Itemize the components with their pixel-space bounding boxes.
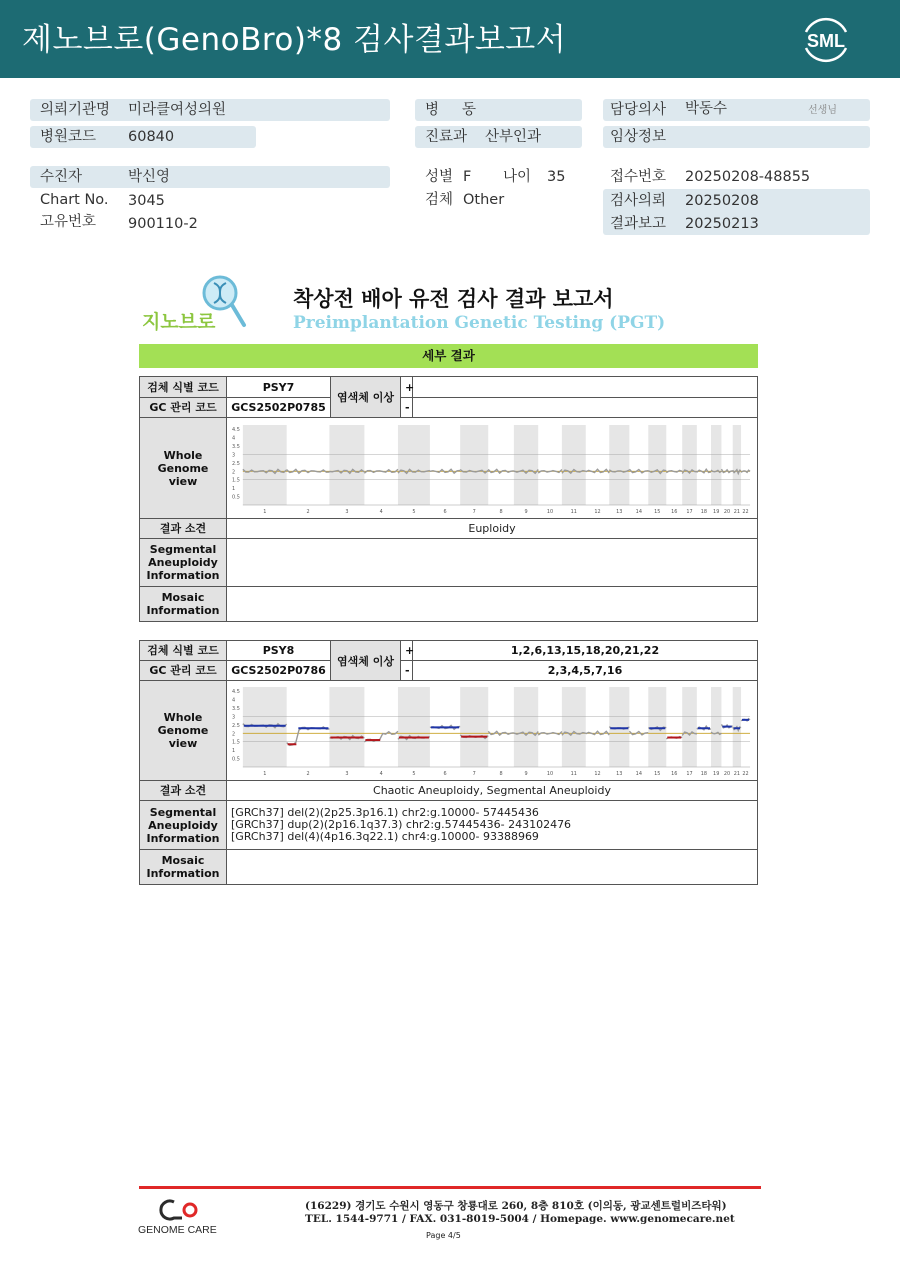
gc-code-value: GCS2502P0785 [227,398,331,418]
y-tick-label: 1 [231,748,236,755]
footer-address [305,1200,735,1226]
segmental-line: [GRCh37] dup(2)(2p16.1q37.3) chr2:g.57445436- 243102476 [231,818,572,831]
chromosome-label: 22 [742,770,749,778]
genome-plot [231,420,753,517]
chromosome-band [682,425,697,505]
chromosome-band [514,687,538,767]
chromosome-label: 18 [700,770,708,778]
section-title-detailed-results: 세부 결과 [139,344,758,368]
result-value: Euploidy [227,519,758,539]
gc-code-label: GC 관리 코드 [140,661,227,681]
y-tick-label: 4 [231,697,236,704]
gc-code-value: GCS2502P0786 [227,661,331,681]
chromosome-label: 16 [671,508,678,515]
result-value: Chaotic Aneuploidy, Segmental Aneuploidy [227,781,758,801]
y-tick-label: 1 [231,485,236,492]
gain-chromosomes [413,377,758,398]
chromosome-label: 14 [635,770,642,778]
whole-genome-label: Whole Genome view [140,418,227,519]
loss-chromosomes: 2,3,4,5,7,16 [413,661,758,681]
ward-label: 병 동 [425,102,477,118]
y-tick-label: 2 [231,468,236,475]
y-tick-label: 1.5 [231,739,240,746]
institution-value: 미라클여성의원 [128,102,227,118]
gain-sign: + [401,641,413,661]
receipt-label: 접수번호 [610,169,667,185]
chromosome-label: 4 [379,770,383,778]
y-tick-label: 1.5 [231,477,240,484]
report-date-value: 20250213 [685,216,759,232]
gain-sign: + [401,377,413,398]
chromosome-label: 15 [654,508,661,515]
hospital-code-label: 병원코드 [40,129,97,145]
chrom-abnormal-label: 염색체 이상 [331,377,401,418]
loss-sign: - [401,661,413,681]
segmental-label: Segmental Aneuploidy Information [140,801,227,850]
y-tick-label: 4.5 [231,689,240,696]
chromosome-label: 2 [306,770,310,778]
chromosome-label: 22 [742,508,749,515]
unique-value: 900110-2 [128,216,198,232]
y-tick-label: 0.5 [231,494,240,501]
segmental-info [227,801,758,850]
sample-code-value: PSY8 [227,641,331,661]
patient-value: 박신영 [128,169,171,185]
sample-table-2 [139,640,758,885]
chromosome-label: 1 [263,770,267,778]
mosaic-label: Mosaic Information [140,587,227,622]
doctor-value: 박동수 [685,101,728,117]
chromosome-label: 10 [546,508,554,515]
age-label: 나이 [503,169,532,185]
result-label: 결과 소견 [140,519,227,539]
department-label: 진료과 [425,129,468,145]
report-date-label: 결과보고 [610,216,667,232]
chromosome-band [648,425,666,505]
copy-number-trace [287,727,330,745]
chromosome-band [514,425,538,505]
report-title-korean: 착상전 배아 유전 검사 결과 보고서 [293,287,614,311]
sml-logo-icon [798,12,854,66]
sml-logo-text: SML [807,31,845,51]
chromosome-label: 14 [635,508,642,515]
department-value: 산부인과 [485,129,542,145]
chromosome-band [562,687,586,767]
chromosome-label: 9 [524,770,528,778]
chromosome-band [609,425,629,505]
chromosome-band [398,687,430,767]
chromosome-label: 12 [594,770,601,778]
chromosome-label: 2 [306,508,310,515]
chromosome-band [329,425,364,505]
patient-label: 수진자 [40,169,83,185]
specimen-value: Other [463,192,505,208]
chromosome-label: 18 [700,508,708,515]
chromosome-band [329,687,364,767]
footer-contact-line: TEL. 1544-9771 / FAX. 031-8019-5004 / Homepage. www.genomecare.net [305,1213,735,1225]
chromosome-label: 13 [616,770,623,778]
receipt-value: 20250208-48855 [685,169,811,185]
report-header [0,0,900,78]
loss-sign: - [401,398,413,418]
chromosome-band [460,687,488,767]
chromosome-label: 6 [443,508,447,515]
request-label: 검사의뢰 [610,193,667,209]
chromosome-band [711,425,721,505]
sex-value: F [463,169,472,185]
mosaic-label: Mosaic Information [140,850,227,885]
chromosome-band [460,425,488,505]
chromosome-label: 9 [524,508,528,515]
chromosome-label: 4 [379,508,383,515]
chromosome-label: 15 [654,770,661,778]
sample-code-value: PSY7 [227,377,331,398]
chromosome-label: 6 [443,770,447,778]
report-title: 제노브로(GenoBro)*8 검사결과보고서 [22,22,567,58]
genome-care-logo-icon [138,1196,228,1238]
y-tick-label: 3 [231,451,236,458]
footer-divider [139,1186,761,1189]
chromosome-label: 21 [733,508,741,515]
chromosome-label: 20 [723,770,731,778]
chromosome-label: 11 [570,508,577,515]
page-number: Page 4/5 [426,1231,461,1240]
chromosome-label: 13 [616,508,623,515]
chrom-abnormal-label: 염색체 이상 [331,641,401,681]
chromosome-band [243,425,287,505]
sample-table-1 [139,376,758,622]
y-tick-label: 2.5 [231,722,240,729]
segmental-info [227,539,758,587]
chromosome-label: 1 [263,508,267,515]
institution-label: 의뢰기관명 [40,102,111,118]
mosaic-info [227,587,758,622]
chromosome-band [562,425,586,505]
chromosome-label: 3 [345,508,349,515]
gc-code-label: GC 관리 코드 [140,398,227,418]
chromosome-band [609,687,629,767]
y-tick-label: 0.5 [231,756,240,763]
specimen-label: 검체 [425,192,454,208]
segmental-label: Segmental Aneuploidy Information [140,539,227,587]
loss-chromosomes [413,398,758,418]
y-tick-label: 4 [231,435,236,442]
genome-care-logo-text: GENOME CARE [138,1224,217,1236]
unique-label: 고유번호 [40,214,97,230]
doctor-label: 담당의사 [610,102,667,118]
y-tick-label: 4.5 [231,426,240,433]
chromosome-label: 11 [570,770,577,778]
result-label: 결과 소견 [140,781,227,801]
whole-genome-label: Whole Genome view [140,681,227,781]
chromosome-label: 17 [686,770,693,778]
y-tick-label: 2 [231,731,236,738]
chromosome-label: 16 [671,770,678,778]
gain-chromosomes: 1,2,6,13,15,18,20,21,22 [413,641,758,661]
report-title-english: Preimplantation Genetic Testing (PGT) [293,313,666,333]
mosaic-info [227,850,758,885]
chromosome-label: 19 [713,770,720,778]
chromosome-label: 7 [472,508,476,515]
genobro-logo-text: 지노브로 [142,311,216,333]
request-value: 20250208 [685,193,759,209]
whole-genome-view [227,681,758,781]
chromosome-band [682,687,697,767]
genobro-logo-icon [140,273,255,335]
chromosome-band [398,425,430,505]
hospital-code-value: 60840 [128,129,175,145]
chromosome-band [711,687,721,767]
chromosome-label: 19 [713,508,720,515]
chromosome-band [733,425,741,505]
segmental-line: [GRCh37] del(2)(2p25.3p16.1) chr2:g.10000- 57445436 [231,806,539,819]
y-tick-label: 2.5 [231,460,240,467]
chromosome-label: 20 [723,508,731,515]
y-tick-label: 3 [231,714,236,721]
copy-number-trace [721,469,732,472]
genome-plot [231,682,753,779]
chromosome-label: 12 [594,508,601,515]
age-value: 35 [547,169,566,185]
clinical-label: 임상정보 [610,129,667,145]
y-tick-label: 3.5 [231,443,240,450]
chromosome-band [243,687,287,767]
footer-address-line: (16229) 경기도 수원시 영동구 창룡대로 260, 8층 810호 (이의동, 광교센트럴비즈타워) [305,1200,727,1212]
segmental-line: [GRCh37] del(4)(4p16.3q22.1) chr4:g.10000- 93388969 [231,830,539,843]
chromosome-label: 10 [546,770,554,778]
chromosome-label: 5 [412,770,416,778]
whole-genome-view [227,418,758,519]
sex-label: 성별 [425,169,454,185]
patient-field [30,166,390,188]
chromosome-label: 3 [345,770,349,778]
chart-label: Chart No. [40,192,109,208]
y-tick-label: 3.5 [231,706,240,713]
chromosome-label: 7 [472,770,476,778]
chart-value: 3045 [128,193,165,209]
doctor-suffix: 선생님 [808,105,837,116]
chromosome-label: 8 [499,508,503,515]
chromosome-label: 5 [412,508,416,515]
sample-code-label: 검체 식별 코드 [140,377,227,398]
chromosome-label: 21 [733,770,741,778]
chromosome-label: 17 [686,508,693,515]
sample-code-label: 검체 식별 코드 [140,641,227,661]
chromosome-label: 8 [499,770,503,778]
